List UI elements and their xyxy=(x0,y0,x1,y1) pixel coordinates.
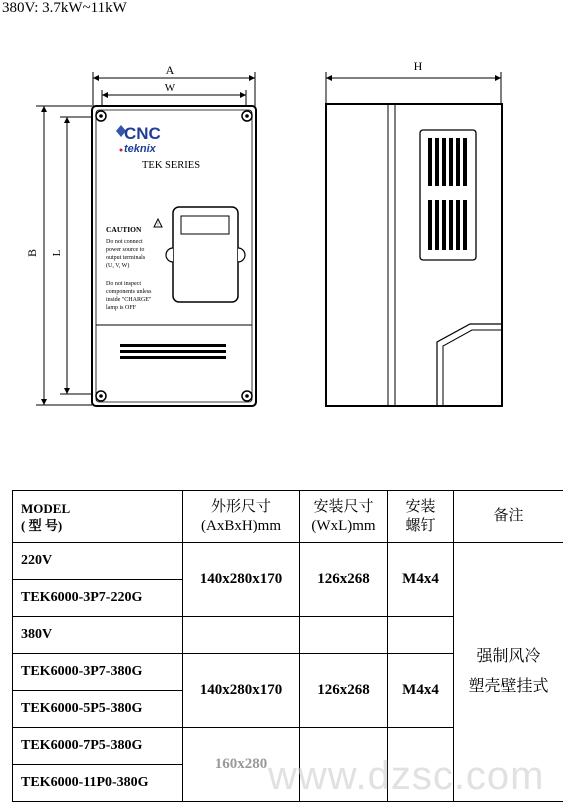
page-heading: 380V: 3.7kW~11kW xyxy=(2,0,127,17)
cell-outer-size: 140x280x170 xyxy=(183,543,300,617)
row-model: TEK6000-3P7-220G xyxy=(13,580,183,617)
caution-title: CAUTION xyxy=(106,225,142,234)
cell-outer-size: 160x280 xyxy=(183,728,300,802)
dim-a-label: A xyxy=(166,63,175,77)
cell-outer-size: 140x280x170 xyxy=(183,654,300,728)
side-dimensions xyxy=(326,59,501,104)
front-view xyxy=(92,106,256,406)
empty-cell xyxy=(388,617,454,654)
cell-mount-size: 126x268 xyxy=(300,654,388,728)
watermark: www.dzsc.com xyxy=(268,754,545,799)
caution-line: output terminals xyxy=(106,255,146,261)
row-model: TEK6000-7P5-380G xyxy=(13,728,183,765)
caution-line: power source to xyxy=(106,247,144,253)
dim-h-label: H xyxy=(414,59,423,73)
svg-text:teknix: teknix xyxy=(124,143,157,155)
header-mount-size: 安装尺寸 (WxL)mm xyxy=(300,491,388,543)
empty-cell xyxy=(183,617,300,654)
keypad-panel xyxy=(166,207,245,302)
svg-text:CNC: CNC xyxy=(124,124,161,143)
inspect-line: inside "CHARGE" xyxy=(106,297,152,303)
row-model: 380V xyxy=(13,617,183,654)
cell-mount-size: 126x268 xyxy=(300,543,388,617)
header-row xyxy=(13,491,563,543)
svg-text:!: ! xyxy=(157,223,159,228)
inspect-line: Do not inspect xyxy=(106,281,141,287)
front-vent xyxy=(120,344,226,359)
header-note: 备注 xyxy=(454,491,563,543)
caution-line: Do not connect xyxy=(106,239,143,245)
cell-screw: M4x4 xyxy=(388,543,454,617)
row-model: 220V xyxy=(13,543,183,580)
inspect-line: lamp is OFF xyxy=(106,305,137,311)
header-outer-size: 外形尺寸 (AxBxH)mm xyxy=(183,491,300,543)
side-view xyxy=(326,104,502,406)
table-row xyxy=(13,543,563,580)
cell-screw: M4x4 xyxy=(388,654,454,728)
cell-note: 强制风冷 塑壳壁挂式 xyxy=(454,543,563,802)
empty-cell xyxy=(300,617,388,654)
dim-b-label: B xyxy=(25,249,39,257)
row-model: TEK6000-3P7-380G xyxy=(13,654,183,691)
row-model: TEK6000-11P0-380G xyxy=(13,765,183,802)
dim-l-label: L xyxy=(51,249,63,256)
header-screw: 安装 螺钉 xyxy=(388,491,454,543)
dim-w-label: W xyxy=(165,82,176,94)
inspect-line: components unless xyxy=(106,289,152,295)
row-model: TEK6000-5P5-380G xyxy=(13,691,183,728)
caution-line: (U, V, W) xyxy=(106,262,129,269)
series-label: TEK SERIES xyxy=(142,160,200,171)
header-model: MODEL ( 型 号) xyxy=(13,491,183,543)
